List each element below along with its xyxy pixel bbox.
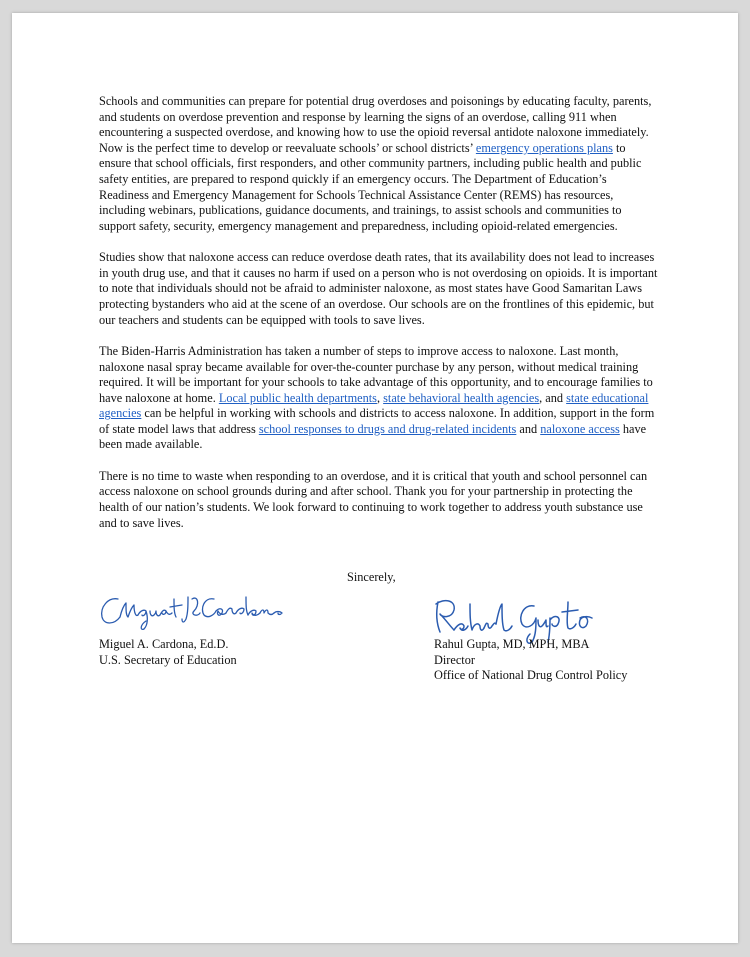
text-run: The Biden-Harris Administration has taken a number of steps to improve access to naloxone. Last month, naloxone nasal spray became available for over-the-counter purchase by any person, without medical training required. It will be important for your schools to take advantage of this opportunity, and to encourage families to have naloxone at home. (99, 343, 653, 405)
text-run: and (516, 421, 541, 436)
text-run: have been made available. (99, 421, 647, 452)
signer-right-office: Office of National Drug Control Policy (434, 668, 628, 683)
signer-right (434, 637, 627, 684)
letter-page (12, 13, 738, 943)
signer-left-name: Miguel A. Cardona, Ed.D. (99, 637, 229, 651)
text-run: can be helpful in working with schools and districts to access naloxone. In addition, support in the form of state model laws that address (99, 406, 655, 436)
text-run: , (376, 390, 384, 405)
link-local-public-health-departments[interactable]: Local public health departments (218, 390, 377, 405)
signer-left-title: U.S. Secretary of Education (99, 652, 237, 667)
link-school-responses-to-drugs[interactable]: school responses to drugs and drug-related incidents (258, 421, 517, 436)
paragraph-3 (99, 344, 659, 453)
text-run: , and (539, 390, 567, 405)
link-emergency-operations-plans[interactable]: emergency operations plans (475, 140, 613, 155)
text-run: There is no time to waste when responding to an overdose, and it is critical that youth and school personnel can access naloxone on school grounds during and after school. Thank you for your partnership in protecting the health of our nation’s students. We look forward to continuing to work together to address youth substance use and to save lives. (99, 468, 648, 530)
link-state-behavioral-health-agencies[interactable]: state behavioral health agencies (383, 390, 540, 405)
text-run: Schools and communities can prepare for potential drug overdoses and poisonings by educating faculty, parents, and students on overdose prevention and response by learning the signs of an overdose, calling 911 when encountering a suspected overdose, and knowing how to use the opioid reversal antidote naloxone immediately. Now is the perfect time to develop or reevaluate schools’ or school districts’ (99, 94, 652, 155)
signer-left (99, 637, 237, 668)
paragraph-1 (99, 94, 659, 234)
signer-right-title: Director (434, 652, 475, 667)
paragraph-4 (99, 469, 659, 531)
link-state-educational-agencies[interactable]: state educational agencies (99, 390, 649, 421)
text-run: Studies show that naloxone access can reduce overdose death rates, that its availability does not lead to increases in youth drug use, and that it causes no harm if used on a person who is not overdosing on opioids. It is important to note that individuals should not be afraid to administer naloxone, as most states have Good Samaritan Laws protecting bystanders who aid at the scene of an overdose. Our schools are on the frontlines of this epidemic, but our teachers and students can be equipped with tools to save lives. (99, 250, 658, 327)
closing-salutation: Sincerely, (347, 570, 396, 584)
link-naloxone-access[interactable]: naloxone access (540, 421, 620, 436)
signature-cardona (96, 585, 286, 635)
paragraph-2 (99, 250, 659, 328)
signer-right-name: Rahul Gupta, MD, MPH, MBA (434, 637, 590, 651)
letter-body (99, 94, 659, 547)
text-run: to ensure that school officials, first responders, and other community partners, including public health and public safety entities, are prepared to respond quickly if an emergency occurs. The Department of Education’s Readiness and Emergency Management for Schools Technical Assistance Center (REMS) has resources, including webinars, publications, guidance documents, and trainings, to assist schools and communities to support safety, security, emergency management and preparedness, including opioid-related emergencies. (99, 140, 642, 233)
